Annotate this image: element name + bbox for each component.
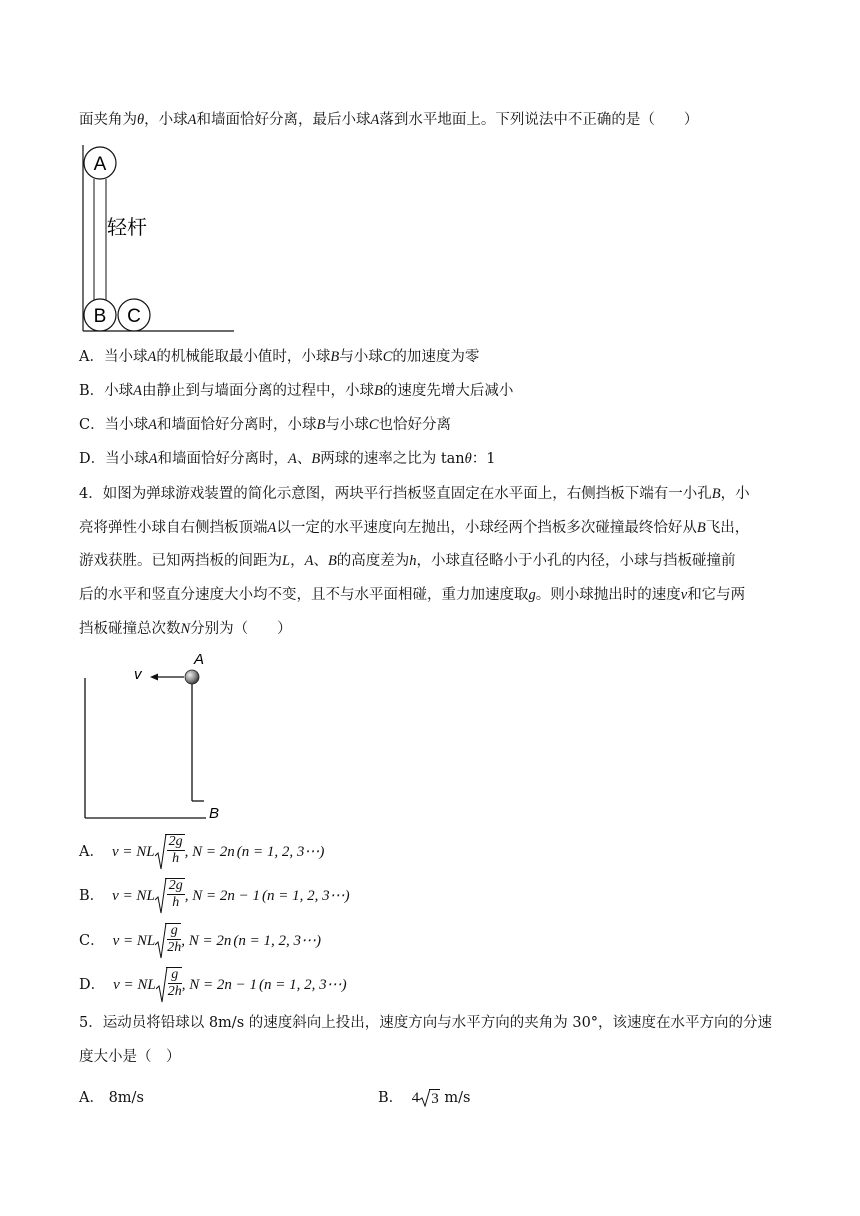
fraction-numerator: g bbox=[167, 923, 181, 940]
q4-option-c[interactable] bbox=[79, 923, 321, 959]
q4-figure bbox=[80, 648, 240, 824]
sqrt-symbol: 3 bbox=[419, 1089, 440, 1107]
q5-text-line-1: 5．运动员将铅球以 8m/s 的速度斜向上投出，速度方向与水平方向的夹角为 30°，该速度在水平方向的分速 bbox=[79, 1015, 773, 1031]
n-range: (n = 1, 2, 3⋯) bbox=[233, 933, 322, 949]
ball-c-label: C bbox=[127, 306, 141, 327]
fraction bbox=[167, 878, 185, 911]
velocity-expression: v = NL bbox=[113, 977, 156, 993]
projectile-ball bbox=[185, 670, 199, 684]
option-label: D． bbox=[79, 977, 106, 993]
fraction bbox=[168, 967, 182, 1000]
q3-option-c[interactable]: C．当小球A和墙面恰好分离时，小球B与小球C也恰好分离 bbox=[79, 417, 451, 433]
collision-count-expression: , N = 2n − 1 bbox=[184, 888, 261, 904]
q4-text-line-1: 4．如图为弹球游戏装置的简化示意图，两块平行挡板竖直固定在水平面上，右侧挡板下端有一小孔B，小 bbox=[79, 486, 750, 502]
q3-figure bbox=[80, 145, 240, 335]
q5-option-b[interactable]: B． 4 3 m/s bbox=[378, 1090, 471, 1107]
fraction-numerator: g bbox=[168, 967, 182, 984]
q3-option-a[interactable]: A．当小球A的机械能取最小值时，小球B与小球C的加速度为零 bbox=[79, 349, 480, 365]
fraction-numerator: 2g bbox=[168, 834, 183, 849]
q4-text-line-3: 游戏获胜。已知两挡板的间距为L，A、B的高度差为h，小球直径略小于小孔的内径，小球与挡板碰撞前 bbox=[79, 553, 736, 569]
sqrt-symbol bbox=[155, 878, 185, 914]
q3-option-d[interactable]: D．当小球A和墙面恰好分离时，A、B两球的速率之比为 tanθ：1 bbox=[79, 451, 496, 467]
velocity-arrow-head bbox=[150, 674, 158, 681]
option-label: C． bbox=[79, 933, 105, 949]
n-range: (n = 1, 2, 3⋯) bbox=[259, 977, 347, 993]
q4-option-a[interactable] bbox=[79, 834, 324, 870]
q4-option-d[interactable] bbox=[79, 967, 347, 1003]
sqrt-symbol bbox=[155, 923, 181, 959]
n-range: (n = 1, 2, 3⋯) bbox=[262, 888, 350, 904]
collision-count-expression: , N = 2n bbox=[184, 844, 235, 860]
q4-text-line-5: 挡板碰撞总次数N分别为（ ） bbox=[79, 621, 292, 637]
ball-a-label: A bbox=[93, 154, 107, 175]
q3-intro-line: 面夹角为θ，小球A和墙面恰好分离，最后小球A落到水平地面上。下列说法中不正确的是（ ） bbox=[79, 112, 699, 128]
rod-label: 轻杆 bbox=[107, 217, 147, 239]
point-a-label: A bbox=[194, 651, 205, 668]
option-label: A． bbox=[79, 844, 104, 860]
ball-b-label: B bbox=[93, 306, 107, 327]
collision-count-expression: , N = 2n bbox=[181, 933, 232, 949]
q5-option-a[interactable]: A． 8m/s bbox=[79, 1090, 144, 1106]
fraction-numerator: 2g bbox=[168, 878, 183, 893]
fraction-denominator: h bbox=[172, 851, 180, 866]
velocity-expression: v = NL bbox=[112, 888, 155, 904]
velocity-expression: v = NL bbox=[111, 844, 155, 860]
q4-option-b[interactable] bbox=[79, 878, 350, 914]
fraction bbox=[167, 923, 181, 956]
velocity-expression: v = NL bbox=[112, 933, 156, 949]
fraction-denominator: 2h bbox=[167, 940, 182, 955]
option-label: B． bbox=[79, 888, 105, 904]
q4-text-line-2: 亮将弹性小球自右侧挡板顶端A以一定的水平速度向左抛出，小球经两个挡板多次碰撞最终恰好从B飞出， bbox=[79, 520, 750, 536]
collision-count-expression: , N = 2n − 1 bbox=[181, 977, 258, 993]
q5-text-line-2: 度大小是（ ） bbox=[79, 1049, 181, 1065]
velocity-label: v bbox=[134, 666, 142, 683]
fraction bbox=[167, 834, 185, 867]
point-b-label: B bbox=[209, 805, 220, 822]
sqrt-symbol bbox=[156, 967, 182, 1003]
fraction-denominator: 2h bbox=[167, 984, 182, 999]
fraction-denominator: h bbox=[172, 895, 180, 910]
q4-text-line-4: 后的水平和竖直分速度大小均不变，且不与水平面相碰，重力加速度取g。则小球抛出时的速度v和它与两 bbox=[79, 587, 746, 603]
q3-option-b[interactable]: B．小球A由静止到与墙面分离的过程中，小球B的速度先增大后减小 bbox=[79, 383, 514, 399]
sqrt-symbol bbox=[155, 834, 185, 870]
n-range: (n = 1, 2, 3⋯) bbox=[236, 844, 325, 860]
